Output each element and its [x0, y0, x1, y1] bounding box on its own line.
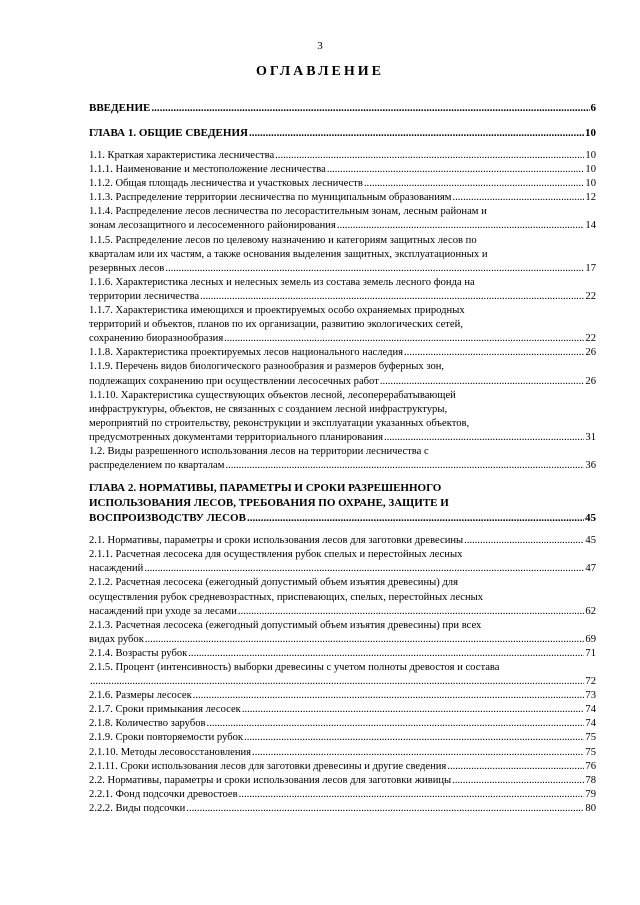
dot-leader	[224, 332, 584, 346]
toc-entry-line: 1.2. Виды разрешенного использования лесов на территории лесничества с	[89, 445, 429, 457]
toc-entry-chapter-2[interactable]	[89, 481, 596, 526]
toc-entry-title: 2.1.4. Возрасты рубок	[89, 647, 188, 659]
toc-entry-line: кварталам или их частям, а также основания выделения защитных, эксплуатационных и	[89, 248, 488, 260]
toc-entry-page: 74	[585, 718, 596, 730]
toc-entry-intro[interactable]	[89, 101, 596, 116]
toc-entry-page: 26	[585, 375, 596, 387]
toc-entry-page: 75	[585, 732, 596, 744]
toc-entry-2-1-8[interactable]	[89, 717, 596, 731]
toc-entry-page: 69	[585, 633, 596, 645]
toc-entry-title: ВВЕДЕНИЕ	[89, 102, 151, 114]
page-number: 3	[317, 40, 323, 52]
dot-leader	[247, 511, 584, 525]
toc-entry-title-end: территории лесничества	[89, 290, 200, 302]
toc-entry-chapter-1[interactable]	[89, 126, 596, 141]
toc-entry-page: 36	[585, 460, 596, 472]
toc-entry-line: 2.1.3. Расчетная лесосека (ежегодный допустимый объем изъятия древесины) при всех	[89, 619, 482, 631]
toc-entry-2-1-6[interactable]	[89, 689, 596, 703]
toc-entry-page: 71	[585, 647, 596, 659]
toc-entry-1-1-9[interactable]	[89, 360, 596, 388]
toc-entry-page: 79	[585, 788, 596, 800]
toc-entry-title-end: зонам лесозащитного и лесосеменного районирования	[89, 220, 336, 232]
dot-leader	[200, 290, 584, 304]
dot-leader	[464, 534, 584, 548]
toc-entry-1-1-8[interactable]	[89, 346, 596, 360]
dot-leader	[380, 375, 585, 389]
dot-leader	[207, 717, 585, 731]
toc-entry-page: 72	[585, 676, 596, 688]
toc-entry-2-1-10[interactable]	[89, 746, 596, 760]
toc-entry-2-1-1[interactable]	[89, 548, 596, 576]
dot-leader	[452, 774, 584, 788]
toc-entry-page: 73	[585, 690, 596, 702]
toc-entry-title: 1.1.1. Наименование и местоположение лесничества	[89, 164, 326, 176]
toc-entry-1-1-7[interactable]	[89, 304, 596, 346]
toc-entry-line: 2.1.1. Расчетная лесосека для осуществления рубок спелых и перестойных лесных	[89, 549, 463, 561]
toc-entry-line: ИСПОЛЬЗОВАНИЯ ЛЕСОВ, ТРЕБОВАНИЯ ПО ОХРАНЕ, ЗАЩИТЕ И	[89, 497, 449, 510]
toc-entry-page: 47	[585, 563, 596, 575]
toc-entry-title-end: ВОСПРОИЗВОДСТВУ ЛЕСОВ	[89, 512, 246, 525]
toc-entry-line: ГЛАВА 2. НОРМАТИВЫ, ПАРАМЕТРЫ И СРОКИ РАЗРЕШЕННОГО	[89, 482, 442, 495]
toc-entry-2-1-3[interactable]	[89, 619, 596, 647]
toc-entry-line: 1.1.5. Распределение лесов по целевому назначению и категориям защитных лесов по	[89, 234, 477, 246]
toc-entry-page: 76	[585, 760, 596, 772]
toc-entry-title: 1.1.8. Характеристика проектируемых лесов национального наследия	[89, 347, 403, 359]
toc-entry-1-1-10[interactable]	[89, 389, 596, 445]
toc-entry-1-1[interactable]	[89, 149, 596, 163]
toc-entry-title: 1.1.3. Распределение территории лесничества по муниципальным образованиям	[89, 192, 452, 204]
toc-entry-page: 10	[585, 127, 596, 139]
toc-entry-page: 78	[585, 774, 596, 786]
dot-leader	[244, 731, 584, 745]
toc-entry-page: 80	[585, 802, 596, 814]
toc-entry-line: 1.1.4. Распределение лесов лесничества по лесорастительным зонам, лесным районам и	[89, 206, 487, 218]
toc-entry-2-2-2[interactable]	[89, 802, 596, 816]
toc-entry-page: 10	[585, 178, 596, 190]
dot-leader	[186, 802, 584, 816]
toc-entry-title: 2.2. Нормативы, параметры и сроки использования лесов для заготовки живицы	[89, 774, 452, 786]
toc-entry-line: осуществления рубок средневозрастных, приспевающих, спелых, перестойных лесных	[89, 591, 484, 603]
toc-entry-1-1-3[interactable]	[89, 191, 596, 205]
toc-entry-page: 22	[585, 333, 596, 345]
toc-entry-page: 22	[585, 290, 596, 302]
toc-entry-title: 2.1.8. Количество зарубов	[89, 718, 206, 730]
toc-entry-title-end: распределением по кварталам	[89, 460, 225, 472]
toc-entry-title: 2.1.7. Сроки примыкания лесосек	[89, 704, 241, 716]
toc-entry-page: 10	[585, 150, 596, 161]
dot-leader	[225, 459, 584, 473]
toc-entry-title-end: видах рубок	[89, 633, 144, 645]
dot-leader	[188, 647, 584, 661]
toc-entry-page: 74	[585, 704, 596, 716]
dot-leader	[452, 191, 584, 205]
toc-entry-page: 45	[585, 535, 596, 547]
dot-leader	[275, 149, 584, 163]
toc-entry-line: инфраструктуры, объектов, не связанных с созданием лесной инфраструктуры,	[89, 403, 448, 415]
dot-leader	[165, 262, 584, 276]
toc-entry-title: 2.1.6. Размеры лесосек	[89, 690, 192, 702]
toc-entry-page: 10	[585, 164, 596, 176]
toc-entry-page: 31	[585, 431, 596, 443]
toc-entry-2-1-9[interactable]	[89, 731, 596, 745]
toc-entry-title: 2.1.11. Сроки использования лесов для заготовки древесины и другие сведения	[89, 760, 447, 772]
toc-entry-page: 14	[585, 220, 596, 232]
dot-leader	[145, 633, 585, 647]
toc-entry-2-1-7[interactable]	[89, 703, 596, 717]
toc-entry-title: 1.1.2. Общая площадь лесничества и участковых лесничеств	[89, 178, 363, 190]
dot-leader	[144, 562, 584, 576]
toc-entry-title: 2.2.2. Виды подсочки	[89, 802, 186, 814]
dot-leader	[404, 346, 584, 360]
dot-leader	[364, 177, 585, 191]
toc-entry-title: 2.1.9. Сроки повторяемости рубок	[89, 732, 244, 744]
toc-entry-title: 1.1. Краткая характеристика лесничества	[89, 150, 275, 161]
toc-entry-title: ГЛАВА 1. ОБЩИЕ СВЕДЕНИЯ	[89, 127, 248, 139]
dot-leader	[249, 126, 584, 140]
toc-entry-2-1-11[interactable]	[89, 760, 596, 774]
toc-entry-title-end: насаждений при уходе за лесами	[89, 605, 237, 617]
dot-leader	[90, 675, 584, 689]
toc-entry-line: мероприятий по строительству, реконструкции и эксплуатации указанных объектов,	[89, 417, 470, 429]
toc-entry-page: 6	[590, 102, 596, 114]
dot-leader	[193, 689, 585, 703]
toc-entry-title-end: сохранению биоразнообразия	[89, 333, 224, 345]
toc-entry-page: 62	[585, 605, 596, 617]
toc-entry-title: 2.1. Нормативы, параметры и сроки использования лесов для заготовки древесины	[89, 535, 464, 547]
toc-entry-1-1-2[interactable]	[89, 177, 596, 191]
toc-entry-line: 1.1.9. Перечень видов биологического разнообразия и размеров буферных зон,	[89, 361, 445, 373]
toc-entry-page: 75	[585, 746, 596, 758]
dot-leader	[327, 163, 585, 177]
dot-leader	[238, 605, 585, 619]
toc-entry-1-1-6[interactable]	[89, 276, 596, 304]
toc-entry-title-end: насаждений	[89, 563, 144, 575]
toc-entry-line: 1.1.10. Характеристика существующих объектов лесной, лесоперерабатывающей	[89, 389, 456, 401]
dot-leader	[252, 746, 584, 760]
toc-entry-2-1[interactable]	[89, 534, 596, 548]
toc-entry-1-1-4[interactable]	[89, 205, 596, 233]
dot-leader	[384, 431, 584, 445]
toc-entry-title: 2.2.1. Фонд подсочки древостоев	[89, 788, 238, 800]
toc-title: ОГЛАВЛЕНИЕ	[256, 64, 384, 79]
toc-entry-2-2[interactable]	[89, 774, 596, 788]
toc-entry-title-end: резервных лесов	[89, 262, 165, 274]
toc-entry-line: 2.1.5. Процент (интенсивность) выборки древесины с учетом полноты древостоя и состава	[89, 662, 500, 673]
dot-leader	[239, 788, 585, 802]
toc-entry-title: 2.1.10. Методы лесовосстановления	[89, 746, 252, 758]
toc-entry-1-1-5[interactable]	[89, 234, 596, 276]
toc-entry-line: 1.1.7. Характеристика имеющихся и проектируемых особо охраняемых природных	[89, 305, 465, 317]
toc-entry-1-2[interactable]	[89, 445, 596, 473]
toc-entry-2-1-2[interactable]	[89, 576, 596, 618]
dot-leader	[151, 101, 589, 115]
toc-entry-line: 2.1.2. Расчетная лесосека (ежегодный допустимый объем изъятия древесины) для	[89, 577, 458, 589]
toc-entry-page: 45	[585, 512, 596, 525]
dot-leader	[242, 703, 585, 717]
toc-entry-line: территорий и объектов, планов по их организации, развитию экологических сетей,	[89, 319, 463, 331]
dot-leader	[447, 760, 584, 774]
toc-entry-line: 1.1.6. Характеристика лесных и нелесных земель из состава земель лесного фонда на	[89, 276, 475, 288]
table-of-contents	[89, 101, 596, 816]
toc-entry-page: 12	[585, 192, 596, 204]
toc-entry-page: 26	[585, 347, 596, 359]
toc-entry-2-2-1[interactable]	[89, 788, 596, 802]
toc-entry-title-end: предусмотренных документами территориального планирования	[89, 431, 383, 443]
toc-entry-2-1-5[interactable]	[89, 661, 596, 689]
toc-entry-page: 17	[585, 262, 596, 274]
toc-entry-title-end: подлежащих сохранению при осуществлении лесосечных работ	[89, 375, 379, 387]
dot-leader	[337, 219, 585, 233]
toc-entry-2-1-4[interactable]	[89, 647, 596, 661]
toc-entry-1-1-1[interactable]	[89, 163, 596, 177]
